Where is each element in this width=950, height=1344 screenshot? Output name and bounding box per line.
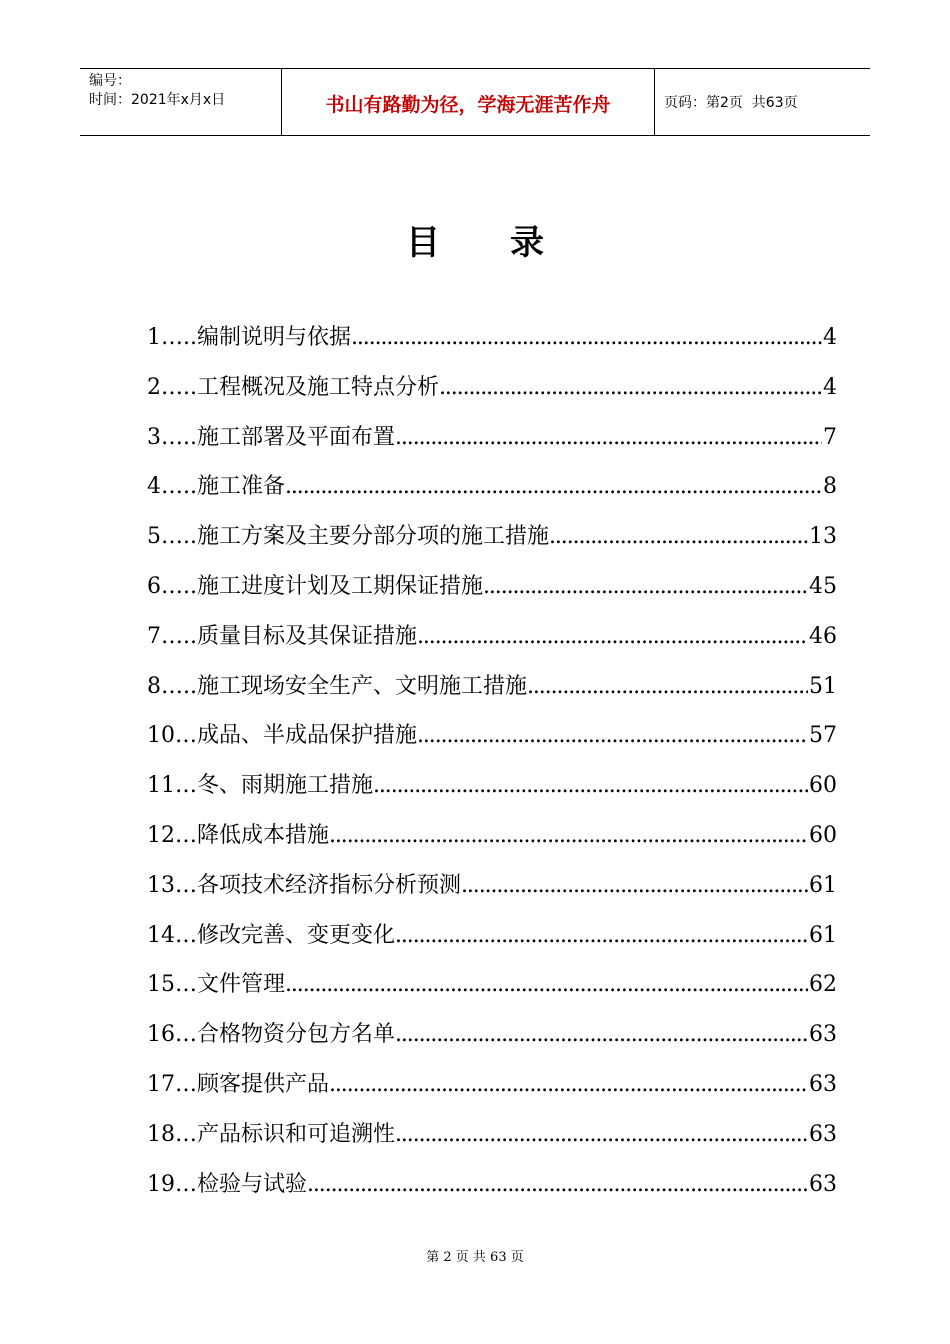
- toc-entry[interactable]: [147, 1015, 837, 1065]
- toc-entry-lead-dots: …..: [161, 424, 197, 450]
- toc-entry[interactable]: [147, 1065, 837, 1115]
- toc-entry-lead-dots: …: [175, 922, 197, 948]
- toc-entry-dot-leader: [373, 766, 808, 806]
- toc-entry-lead-dots: …: [175, 972, 197, 998]
- toc-entry[interactable]: [147, 1115, 837, 1165]
- toc-entry-title: 合格物资分包方名单: [197, 1022, 396, 1048]
- toc-entry-lead-dots: …..: [161, 325, 197, 350]
- toc-entry-dot-leader: [351, 318, 822, 358]
- toc-entry-lead-dots: …: [175, 1171, 197, 1197]
- document-time-label: 时间：2021年x月x日: [89, 92, 226, 108]
- toc-entry-number: 15: [147, 972, 175, 998]
- toc-title-char-2: 录: [510, 223, 544, 263]
- toc-entry-lead-dots: …..: [161, 673, 197, 699]
- toc-entry[interactable]: [147, 418, 837, 468]
- toc-entry[interactable]: [147, 916, 837, 966]
- toc-entry-number: 10: [147, 723, 175, 749]
- toc-entry-title: 各项技术经济指标分析预测: [197, 872, 462, 898]
- toc-entry-dot-leader: [439, 368, 822, 408]
- toc-entry-page-number: 61: [809, 922, 837, 948]
- page-header: [80, 68, 870, 136]
- toc-entry-lead-dots: …..: [161, 524, 197, 550]
- toc-entry-title: 施工方案及主要分部分项的施工措施: [197, 524, 550, 550]
- toc-entry-dot-leader: [461, 866, 808, 906]
- toc-entry-dot-leader: [395, 916, 808, 956]
- toc-entry-page-number: 63: [809, 1022, 837, 1048]
- toc-entry-page-number: 7: [823, 424, 837, 450]
- toc-entry-number: 16: [147, 1022, 175, 1048]
- toc-entry-page-number: 4: [823, 374, 837, 400]
- toc-entry-title: 质量目标及其保证措施: [197, 623, 418, 649]
- toc-entry-page-number: 63: [809, 1121, 837, 1147]
- toc-entry-dot-leader: [527, 667, 808, 707]
- toc-entry-dot-leader: [483, 567, 808, 607]
- toc-title: [0, 215, 950, 264]
- toc-entry-number: 7: [147, 623, 161, 649]
- toc-entry-number: 6: [147, 573, 161, 599]
- toc-entry-number: 3: [147, 424, 161, 450]
- toc-entry[interactable]: [147, 965, 837, 1015]
- toc-entry-number: 14: [147, 922, 175, 948]
- toc-entry[interactable]: [147, 816, 837, 866]
- page-footer: [0, 1246, 950, 1265]
- toc-entry-page-number: 63: [809, 1171, 837, 1197]
- toc-entry[interactable]: [147, 517, 837, 567]
- toc-entry-page-number: 8: [823, 474, 837, 500]
- document-number-label: 编号：: [89, 73, 131, 89]
- toc-entry-lead-dots: …..: [161, 474, 197, 500]
- toc-entry-page-number: 4: [823, 325, 837, 350]
- toc-entry-lead-dots: …: [175, 872, 197, 898]
- toc-entry-number: 5: [147, 524, 161, 550]
- toc-entry[interactable]: [147, 617, 837, 667]
- toc-entry[interactable]: [147, 667, 837, 717]
- header-page-cell: [655, 69, 870, 135]
- toc-entry-title: 冬、雨期施工措施: [197, 773, 374, 799]
- toc-entry[interactable]: [147, 368, 837, 418]
- toc-entry-dot-leader: [285, 965, 808, 1005]
- toc-entry-lead-dots: …: [175, 723, 197, 749]
- toc-entry-page-number: 60: [809, 822, 837, 848]
- toc-entry[interactable]: [147, 766, 837, 816]
- toc-entry-dot-leader: [285, 467, 822, 507]
- toc-entry-number: 8: [147, 673, 161, 699]
- toc-entry-page-number: 51: [809, 673, 837, 699]
- toc-entry-number: 11: [147, 773, 175, 799]
- toc-entry-lead-dots: …..: [161, 374, 197, 400]
- toc-entry-title: 工程概况及施工特点分析: [197, 374, 440, 400]
- toc-entry-number: 12: [147, 822, 175, 848]
- toc-entry-page-number: 63: [809, 1071, 837, 1097]
- toc-entry-title: 修改完善、变更变化: [197, 922, 396, 948]
- toc-entry-number: 13: [147, 872, 175, 898]
- toc-entry-title: 施工现场安全生产、文明施工措施: [197, 673, 528, 699]
- toc-entry-page-number: 61: [809, 872, 837, 898]
- toc-entry-page-number: 57: [809, 723, 837, 749]
- toc-entry-page-number: 13: [809, 524, 837, 550]
- toc-entry-number: 2: [147, 374, 161, 400]
- header-meta-cell: [80, 69, 282, 135]
- toc-entry-title: 顾客提供产品: [197, 1071, 330, 1097]
- header-motto-cell: [282, 69, 655, 135]
- toc-entry-title: 检验与试验: [197, 1171, 308, 1197]
- toc-entry[interactable]: [147, 716, 837, 766]
- toc-entry-dot-leader: [329, 1065, 808, 1105]
- toc-entry-number: 1: [147, 325, 161, 350]
- toc-entry-number: 19: [147, 1171, 175, 1197]
- toc-entry-number: 17: [147, 1071, 175, 1097]
- toc-entry-title: 文件管理: [197, 972, 286, 998]
- toc-entry[interactable]: [147, 1165, 837, 1215]
- toc-entry[interactable]: [147, 467, 837, 517]
- table-of-contents: [147, 318, 837, 1214]
- toc-entry[interactable]: [147, 866, 837, 916]
- footer-page-number: 第 2 页 共 63 页: [426, 1250, 524, 1265]
- toc-entry-lead-dots: …: [175, 773, 197, 799]
- toc-entry-dot-leader: [329, 816, 808, 856]
- toc-entry-title: 施工准备: [197, 474, 286, 500]
- toc-entry-title: 施工部署及平面布置: [197, 424, 396, 450]
- toc-entry-lead-dots: …: [175, 1121, 197, 1147]
- toc-entry-title: 降低成本措施: [197, 822, 330, 848]
- toc-entry-dot-leader: [395, 1015, 808, 1055]
- toc-entry-title: 产品标识和可追溯性: [197, 1121, 396, 1147]
- toc-entry-dot-leader: [395, 1115, 808, 1155]
- toc-entry[interactable]: [147, 567, 837, 617]
- toc-entry-lead-dots: …..: [161, 573, 197, 599]
- toc-entry-lead-dots: …..: [161, 623, 197, 649]
- toc-entry-dot-leader: [307, 1165, 808, 1205]
- toc-entry-lead-dots: …: [175, 1022, 197, 1048]
- toc-entry-title: 编制说明与依据: [197, 325, 352, 350]
- header-page-info: 页码：第2页 共63页: [664, 95, 798, 111]
- toc-entry-lead-dots: …: [175, 1071, 197, 1097]
- toc-entry-dot-leader: [417, 617, 808, 657]
- toc-entry-number: 18: [147, 1121, 175, 1147]
- toc-entry[interactable]: [147, 318, 837, 368]
- toc-title-char-1: 目: [406, 223, 440, 263]
- toc-entry-title: 成品、半成品保护措施: [197, 723, 418, 749]
- toc-entry-dot-leader: [549, 517, 808, 557]
- toc-entry-title: 施工进度计划及工期保证措施: [197, 573, 484, 599]
- toc-entry-page-number: 60: [809, 773, 837, 799]
- header-motto: 书山有路勤为径，学海无涯苦作舟: [325, 93, 611, 116]
- toc-entry-dot-leader: [395, 418, 822, 458]
- toc-entry-page-number: 62: [809, 972, 837, 998]
- toc-entry-dot-leader: [417, 716, 808, 756]
- toc-entry-page-number: 46: [809, 623, 837, 649]
- toc-entry-number: 4: [147, 474, 161, 500]
- toc-entry-lead-dots: …: [175, 822, 197, 848]
- toc-entry-page-number: 45: [809, 573, 837, 599]
